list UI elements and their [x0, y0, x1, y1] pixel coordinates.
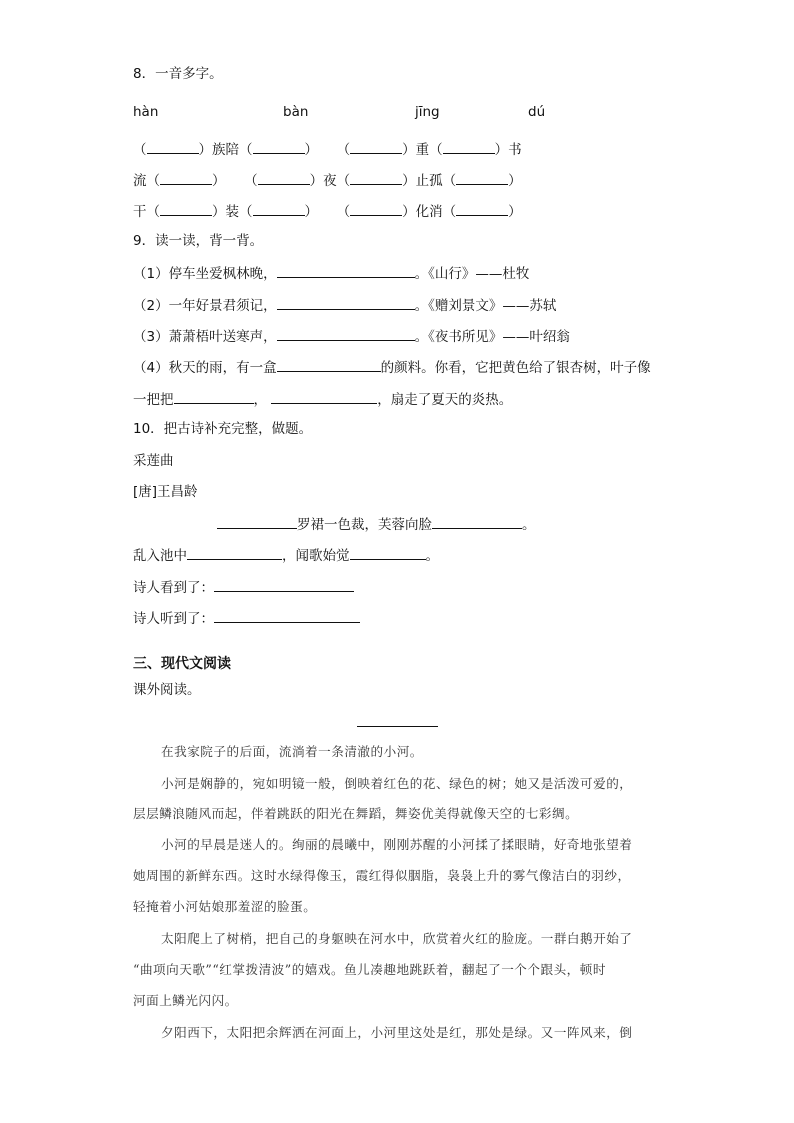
passage-paragraph-3-line-2: 她周围的新鲜东西。这时水绿得像玉，霞红得似胭脂，袅袅上升的雾气像洁白的羽纱，: [133, 868, 631, 883]
question-9-item-4: （4）秋天的雨，有一盒 的颜料。你看，它把黄色给了银杏树，叶子像: [133, 360, 651, 376]
passage-title-blank[interactable]: [357, 726, 438, 727]
answer-blank[interactable]: [187, 548, 282, 560]
passage-paragraph-3-line-3: 轻掩着小河姑娘那羞涩的脸蛋。: [133, 899, 317, 914]
answer-blank[interactable]: [214, 580, 354, 592]
question-8-row-1: （ ）族陪（ ） （ ）重（ ）书: [133, 142, 522, 158]
pinyin-han: hàn: [133, 104, 159, 120]
passage-paragraph-2-line-2: 层层鳞浪随风而起，伴着跳跃的阳光在舞蹈，舞姿优美得就像天空的七彩绸。: [133, 806, 579, 821]
answer-blank[interactable]: [160, 204, 212, 216]
answer-blank[interactable]: [456, 173, 508, 185]
answer-blank[interactable]: [258, 173, 310, 185]
answer-blank[interactable]: [253, 142, 305, 154]
answer-blank[interactable]: [277, 329, 415, 341]
answer-blank[interactable]: [277, 360, 381, 372]
answer-blank[interactable]: [443, 142, 495, 154]
question-9-title: 9．读一读，背一背。: [133, 233, 264, 249]
poet-saw-prompt: 诗人看到了：: [133, 580, 354, 596]
question-10-title: 10．把古诗补充完整，做题。: [133, 421, 313, 437]
poet-heard-prompt: 诗人听到了：: [133, 611, 360, 627]
question-9-item-2: （2）一年好景君须记， 。《赠刘景文》——苏轼: [133, 298, 557, 314]
poem-line-2: 乱入池中 ，闻歌始觉 。: [133, 548, 439, 564]
answer-blank[interactable]: [214, 611, 360, 623]
question-8-title: 8．一音多字。: [133, 66, 223, 82]
section-heading: 三、现代文阅读: [133, 656, 231, 672]
passage-paragraph-5-line-1: 夕阳西下，太阳把余辉洒在河面上，小河里这处是红，那处是绿。又一阵风来，倒: [161, 1025, 633, 1040]
answer-blank[interactable]: [253, 204, 305, 216]
answer-blank[interactable]: [271, 392, 377, 404]
answer-blank[interactable]: [350, 173, 402, 185]
question-9-item-1: （1）停车坐爱枫林晚， 。《山行》——杜牧: [133, 266, 530, 282]
answer-blank[interactable]: [350, 204, 402, 216]
poem-line-1: 罗裙一色裁，芙蓉向脸 。: [217, 517, 536, 533]
pinyin-du: dú: [528, 104, 546, 120]
answer-blank[interactable]: [277, 266, 415, 278]
section-subheading: 课外阅读。: [133, 682, 201, 698]
answer-blank[interactable]: [277, 298, 415, 310]
question-9-item-4-cont: 一把把 ， ，扇走了夏天的炎热。: [133, 392, 513, 408]
answer-blank[interactable]: [217, 517, 297, 529]
question-9-item-3: （3）萧萧梧叶送寒声， 。《夜书所见》——叶绍翁: [133, 329, 570, 345]
pinyin-jing: jīng: [415, 104, 440, 120]
question-8-row-3: 干（ ）装（ ） （ ）化消（ ）: [133, 204, 522, 220]
question-8-row-2: 流（ ） （ ）夜（ ）止孤（ ）: [133, 173, 522, 189]
answer-blank[interactable]: [350, 548, 426, 560]
answer-blank[interactable]: [147, 142, 199, 154]
answer-blank[interactable]: [350, 142, 402, 154]
passage-paragraph-3-line-1: 小河的早晨是迷人的。绚丽的晨曦中，刚刚苏醒的小河揉了揉眼睛，好奇地张望着: [161, 837, 633, 852]
passage-paragraph-4-line-1: 太阳爬上了树梢，把自己的身躯映在河水中，欣赏着火红的脸庞。一群白鹅开始了: [161, 931, 633, 946]
passage-paragraph-1: 在我家院子的后面，流淌着一条清澈的小河。: [161, 744, 423, 759]
answer-blank[interactable]: [456, 204, 508, 216]
passage-paragraph-4-line-3: 河面上鳞光闪闪。: [133, 993, 238, 1008]
passage-paragraph-4-line-2: “曲项向天歌”“红掌拨清波”的嬉戏。鱼儿凑趣地跳跃着，翻起了一个个跟头，顿时: [133, 962, 606, 977]
pinyin-ban: bàn: [283, 104, 309, 120]
poem-author: [唐]王昌龄: [133, 484, 198, 500]
poem-title: 采莲曲: [133, 453, 174, 469]
answer-blank[interactable]: [174, 392, 254, 404]
passage-paragraph-2-line-1: 小河是娴静的，宛如明镜一般，倒映着红色的花、绿色的树；她又是活泼可爱的，: [161, 776, 633, 791]
answer-blank[interactable]: [160, 173, 212, 185]
answer-blank[interactable]: [432, 517, 522, 529]
